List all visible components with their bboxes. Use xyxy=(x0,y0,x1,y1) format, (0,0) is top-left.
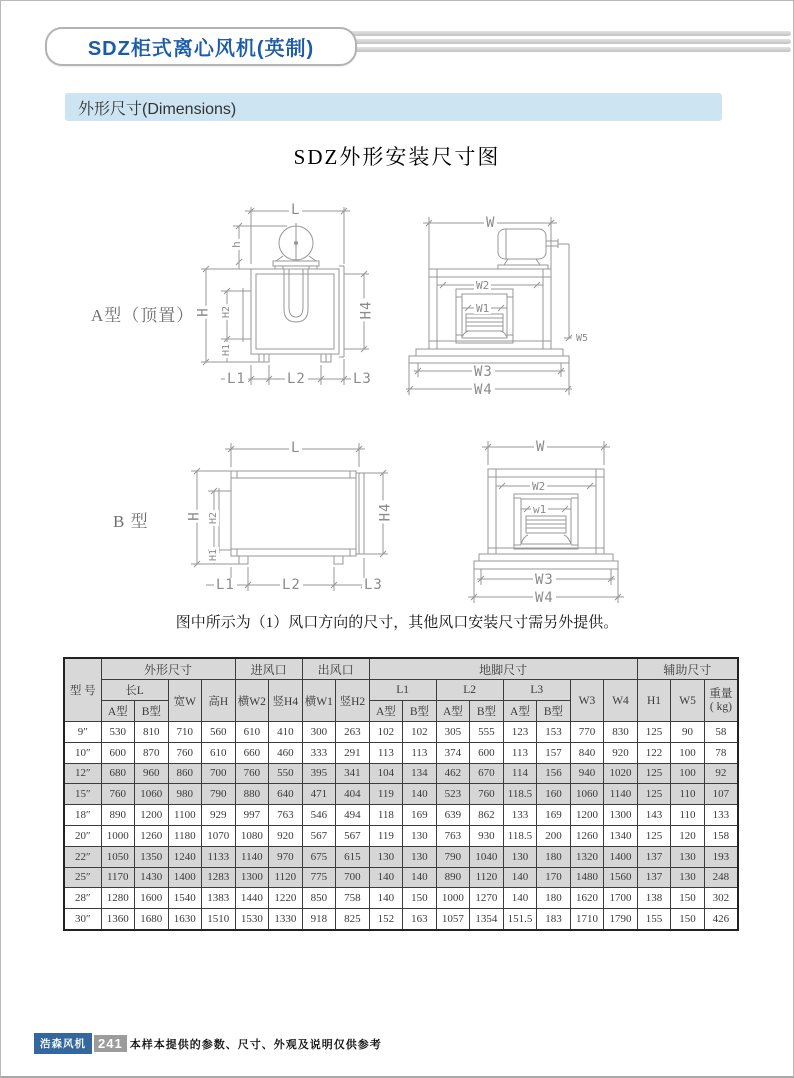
footer-brand-badge: 浩森风机 xyxy=(34,1033,92,1054)
model-cell: 10″ xyxy=(64,742,101,763)
dim-label-L: L xyxy=(291,440,301,456)
value-cell: 1260 xyxy=(135,825,169,846)
col-header-inlet-h: 竖H4 xyxy=(269,680,303,722)
dim-label-W4: W4 xyxy=(535,590,554,606)
table-row xyxy=(64,846,738,867)
diagram-note: 图中所示为（1）风口方向的尺寸，其他风口安装尺寸需另外提供。 xyxy=(175,615,619,631)
value-cell: 140 xyxy=(503,888,537,909)
value-cell: 760 xyxy=(101,784,135,805)
col-group-outlet: 出风口 xyxy=(302,658,369,680)
value-cell: 790 xyxy=(202,784,236,805)
dim-label-L: L xyxy=(291,202,301,218)
value-cell: 758 xyxy=(336,888,370,909)
value-cell: 156 xyxy=(537,763,571,784)
value-cell: 1057 xyxy=(436,909,470,930)
subcol-type-a: A型 xyxy=(503,701,537,722)
value-cell: 700 xyxy=(202,763,236,784)
value-cell: 1680 xyxy=(135,909,169,930)
value-cell: 113 xyxy=(369,742,403,763)
value-cell: 107 xyxy=(704,784,738,805)
dim-label-H4: H4 xyxy=(358,300,375,320)
value-cell: 1530 xyxy=(235,909,269,930)
col-header-height: 高H xyxy=(202,680,236,722)
value-cell: 763 xyxy=(269,805,303,826)
section-title: 外形尺寸(Dimensions) xyxy=(78,100,237,118)
value-cell: 940 xyxy=(570,763,604,784)
value-cell: 1050 xyxy=(101,846,135,867)
dim-label-L3: L3 xyxy=(353,371,372,387)
weight-label: 重量 xyxy=(709,687,733,700)
value-cell: 471 xyxy=(302,784,336,805)
value-cell: 980 xyxy=(168,784,202,805)
value-cell: 1540 xyxy=(168,888,202,909)
value-cell: 615 xyxy=(336,846,370,867)
value-cell: 890 xyxy=(436,867,470,888)
model-cell: 18″ xyxy=(64,805,101,826)
model-cell: 30″ xyxy=(64,909,101,930)
dim-label-L3: L3 xyxy=(364,577,383,593)
dim-label-h: h xyxy=(229,241,243,248)
value-cell: 305 xyxy=(436,722,470,743)
value-cell: 1240 xyxy=(168,846,202,867)
value-cell: 860 xyxy=(168,763,202,784)
diagram-title: SDZ外形安装尺寸图 xyxy=(293,145,501,169)
value-cell: 102 xyxy=(369,722,403,743)
subcol-type-a: A型 xyxy=(101,701,135,722)
value-cell: 1133 xyxy=(202,846,236,867)
value-cell: 134 xyxy=(403,763,437,784)
col-group-aux: 辅助尺寸 xyxy=(637,658,738,680)
value-cell: 169 xyxy=(537,805,571,826)
value-cell: 1480 xyxy=(570,867,604,888)
value-cell: 1280 xyxy=(101,888,135,909)
value-cell: 1510 xyxy=(202,909,236,930)
table-row xyxy=(64,825,738,846)
value-cell: 410 xyxy=(269,722,303,743)
value-cell: 546 xyxy=(302,805,336,826)
col-header-width: 宽W xyxy=(168,680,202,722)
dim-label-H: H xyxy=(195,307,212,317)
value-cell: 170 xyxy=(537,867,571,888)
type-a-label: A型（顶置） xyxy=(91,306,195,325)
model-cell: 15″ xyxy=(64,784,101,805)
value-cell: 404 xyxy=(336,784,370,805)
value-cell: 670 xyxy=(470,763,504,784)
subcol-type-b: B型 xyxy=(537,701,571,722)
value-cell: 123 xyxy=(503,722,537,743)
value-cell: 1630 xyxy=(168,909,202,930)
value-cell: 1000 xyxy=(436,888,470,909)
value-cell: 1340 xyxy=(604,825,638,846)
value-cell: 639 xyxy=(436,805,470,826)
value-cell: 153 xyxy=(537,722,571,743)
value-cell: 119 xyxy=(369,825,403,846)
value-cell: 567 xyxy=(336,825,370,846)
value-cell: 151.5 xyxy=(503,909,537,930)
dim-label-H2: H2 xyxy=(221,305,233,319)
value-cell: 333 xyxy=(302,742,336,763)
value-cell: 158 xyxy=(704,825,738,846)
header-stripe xyxy=(341,47,791,52)
value-cell: 550 xyxy=(269,763,303,784)
value-cell: 930 xyxy=(470,825,504,846)
value-cell: 130 xyxy=(369,846,403,867)
value-cell: 775 xyxy=(302,867,336,888)
value-cell: 426 xyxy=(704,909,738,930)
dim-label-W3: W3 xyxy=(474,364,493,380)
value-cell: 1270 xyxy=(470,888,504,909)
value-cell: 1100 xyxy=(168,805,202,826)
value-cell: 113 xyxy=(403,742,437,763)
dim-label-W: W xyxy=(536,439,546,455)
dim-label-W3: W3 xyxy=(535,572,554,588)
value-cell: 90 xyxy=(671,722,705,743)
value-cell: 970 xyxy=(269,846,303,867)
type-b-side-view-svg xyxy=(441,433,696,608)
subcol-type-b: B型 xyxy=(470,701,504,722)
value-cell: 152 xyxy=(369,909,403,930)
value-cell: 122 xyxy=(637,742,671,763)
type-a-front-view-svg xyxy=(161,199,391,399)
dim-label-L2: L2 xyxy=(282,577,301,593)
page-footer xyxy=(34,1033,382,1054)
dim-label-H1: H1 xyxy=(208,548,220,562)
brand-title: SDZ柜式离心风机(英制) xyxy=(87,38,315,60)
value-cell: 291 xyxy=(336,742,370,763)
col-group-foot: 地脚尺寸 xyxy=(369,658,637,680)
value-cell: 1060 xyxy=(135,784,169,805)
value-cell: 200 xyxy=(537,825,571,846)
value-cell: 1020 xyxy=(604,763,638,784)
value-cell: 1440 xyxy=(235,888,269,909)
value-cell: 114 xyxy=(503,763,537,784)
value-cell: 157 xyxy=(537,742,571,763)
value-cell: 155 xyxy=(637,909,671,930)
value-cell: 567 xyxy=(302,825,336,846)
col-group-inlet: 进风口 xyxy=(235,658,302,680)
section-bar xyxy=(65,93,722,121)
model-cell: 28″ xyxy=(64,888,101,909)
value-cell: 180 xyxy=(537,846,571,867)
value-cell: 263 xyxy=(336,722,370,743)
value-cell: 130 xyxy=(403,846,437,867)
model-cell: 25″ xyxy=(64,867,101,888)
header-stripe xyxy=(341,31,791,36)
dim-label-L2: L2 xyxy=(287,371,306,387)
value-cell: 118.5 xyxy=(503,784,537,805)
value-cell: 137 xyxy=(637,846,671,867)
value-cell: 1200 xyxy=(570,805,604,826)
col-header-l2: L2 xyxy=(436,680,503,701)
value-cell: 523 xyxy=(436,784,470,805)
value-cell: 660 xyxy=(235,742,269,763)
value-cell: 560 xyxy=(202,722,236,743)
footer-disclaimer: 本样本提供的参数、尺寸、外观及说明仅供参考 xyxy=(129,1038,382,1051)
value-cell: 160 xyxy=(537,784,571,805)
value-cell: 125 xyxy=(637,763,671,784)
table-row xyxy=(64,888,738,909)
value-cell: 1350 xyxy=(135,846,169,867)
col-group-outline: 外形尺寸 xyxy=(101,658,235,680)
value-cell: 830 xyxy=(604,722,638,743)
value-cell: 120 xyxy=(671,825,705,846)
value-cell: 680 xyxy=(101,763,135,784)
value-cell: 137 xyxy=(637,867,671,888)
value-cell: 1070 xyxy=(202,825,236,846)
value-cell: 1400 xyxy=(604,846,638,867)
value-cell: 700 xyxy=(336,867,370,888)
value-cell: 125 xyxy=(637,784,671,805)
value-cell: 150 xyxy=(671,888,705,909)
value-cell: 530 xyxy=(101,722,135,743)
value-cell: 810 xyxy=(135,722,169,743)
dim-label-H1: H1 xyxy=(221,343,233,357)
value-cell: 760 xyxy=(235,763,269,784)
value-cell: 100 xyxy=(671,742,705,763)
type-a-side-view-svg xyxy=(406,201,696,401)
value-cell: 1140 xyxy=(235,846,269,867)
dim-label-W1: W1 xyxy=(476,302,490,315)
value-cell: 840 xyxy=(570,742,604,763)
value-cell: 1560 xyxy=(604,867,638,888)
value-cell: 1790 xyxy=(604,909,638,930)
value-cell: 890 xyxy=(101,805,135,826)
value-cell: 1200 xyxy=(135,805,169,826)
value-cell: 138 xyxy=(637,888,671,909)
value-cell: 1710 xyxy=(570,909,604,930)
value-cell: 1000 xyxy=(101,825,135,846)
value-cell: 1180 xyxy=(168,825,202,846)
value-cell: 997 xyxy=(235,805,269,826)
value-cell: 183 xyxy=(537,909,571,930)
value-cell: 193 xyxy=(704,846,738,867)
value-cell: 133 xyxy=(503,805,537,826)
value-cell: 825 xyxy=(336,909,370,930)
subcol-type-a: A型 xyxy=(436,701,470,722)
value-cell: 600 xyxy=(101,742,135,763)
value-cell: 1140 xyxy=(604,784,638,805)
value-cell: 118 xyxy=(369,805,403,826)
value-cell: 130 xyxy=(503,846,537,867)
value-cell: 113 xyxy=(503,742,537,763)
value-cell: 1320 xyxy=(570,846,604,867)
value-cell: 1700 xyxy=(604,888,638,909)
value-cell: 610 xyxy=(202,742,236,763)
col-header-l3: L3 xyxy=(503,680,570,701)
value-cell: 640 xyxy=(269,784,303,805)
dim-label-H4: H4 xyxy=(377,502,394,522)
value-cell: 143 xyxy=(637,805,671,826)
table-row xyxy=(64,722,738,743)
dim-label-H: H xyxy=(186,511,203,521)
dim-label-W5: W5 xyxy=(576,333,589,344)
value-cell: 169 xyxy=(403,805,437,826)
value-cell: 140 xyxy=(403,867,437,888)
type-b-side-view-drawing xyxy=(441,433,696,608)
value-cell: 78 xyxy=(704,742,738,763)
col-header-w3: W3 xyxy=(570,680,604,722)
value-cell: 119 xyxy=(369,784,403,805)
value-cell: 850 xyxy=(302,888,336,909)
value-cell: 1300 xyxy=(235,867,269,888)
value-cell: 862 xyxy=(470,805,504,826)
value-cell: 790 xyxy=(436,846,470,867)
type-b-front-view-drawing xyxy=(176,433,406,608)
table-row xyxy=(64,763,738,784)
header-stripe xyxy=(341,39,791,44)
col-header-outlet-h: 竖H2 xyxy=(336,680,370,722)
value-cell: 130 xyxy=(671,846,705,867)
value-cell: 125 xyxy=(637,825,671,846)
value-cell: 494 xyxy=(336,805,370,826)
value-cell: 130 xyxy=(403,825,437,846)
value-cell: 1060 xyxy=(570,784,604,805)
value-cell: 1220 xyxy=(269,888,303,909)
subcol-type-b: B型 xyxy=(135,701,169,722)
value-cell: 140 xyxy=(369,867,403,888)
value-cell: 1170 xyxy=(101,867,135,888)
table-row xyxy=(64,909,738,930)
table-row xyxy=(64,867,738,888)
col-header-w5: W5 xyxy=(671,680,705,722)
value-cell: 180 xyxy=(537,888,571,909)
weight-unit-label: ( kg) xyxy=(709,700,732,713)
dimension-table-head xyxy=(64,658,738,722)
col-header-inlet-w: 横W2 xyxy=(235,680,269,722)
value-cell: 140 xyxy=(503,867,537,888)
dimension-table xyxy=(63,657,739,931)
value-cell: 960 xyxy=(135,763,169,784)
dim-label-W2: W2 xyxy=(476,279,490,292)
value-cell: 1300 xyxy=(604,805,638,826)
col-header-l1: L1 xyxy=(369,680,436,701)
value-cell: 1260 xyxy=(570,825,604,846)
dim-label-W: W xyxy=(486,215,496,231)
value-cell: 118.5 xyxy=(503,825,537,846)
footer-page-number: 241 xyxy=(94,1035,127,1052)
value-cell: 374 xyxy=(436,742,470,763)
col-header-outlet-w: 横W1 xyxy=(302,680,336,722)
value-cell: 600 xyxy=(470,742,504,763)
col-header-length: 长L xyxy=(101,680,168,701)
value-cell: 102 xyxy=(403,722,437,743)
value-cell: 462 xyxy=(436,763,470,784)
value-cell: 1330 xyxy=(269,909,303,930)
subcol-type-a: A型 xyxy=(369,701,403,722)
value-cell: 130 xyxy=(671,867,705,888)
value-cell: 1080 xyxy=(235,825,269,846)
col-header-weight xyxy=(704,680,738,722)
value-cell: 1383 xyxy=(202,888,236,909)
value-cell: 1600 xyxy=(135,888,169,909)
col-header-h1: H1 xyxy=(637,680,671,722)
table-row xyxy=(64,805,738,826)
model-cell: 20″ xyxy=(64,825,101,846)
value-cell: 133 xyxy=(704,805,738,826)
value-cell: 920 xyxy=(269,825,303,846)
value-cell: 760 xyxy=(168,742,202,763)
value-cell: 150 xyxy=(403,888,437,909)
value-cell: 460 xyxy=(269,742,303,763)
value-cell: 125 xyxy=(637,722,671,743)
model-cell: 9″ xyxy=(64,722,101,743)
value-cell: 104 xyxy=(369,763,403,784)
col-header-model: 型 号 xyxy=(64,658,101,722)
value-cell: 1400 xyxy=(168,867,202,888)
value-cell: 110 xyxy=(671,784,705,805)
value-cell: 248 xyxy=(704,867,738,888)
brand-title-box xyxy=(45,27,357,66)
value-cell: 1120 xyxy=(269,867,303,888)
value-cell: 1620 xyxy=(570,888,604,909)
value-cell: 300 xyxy=(302,722,336,743)
table-row xyxy=(64,742,738,763)
type-a-side-view-drawing xyxy=(406,201,696,401)
value-cell: 710 xyxy=(168,722,202,743)
type-b-label: B 型 xyxy=(113,512,149,531)
value-cell: 763 xyxy=(436,825,470,846)
value-cell: 58 xyxy=(704,722,738,743)
value-cell: 163 xyxy=(403,909,437,930)
col-header-w4: W4 xyxy=(604,680,638,722)
model-cell: 12″ xyxy=(64,763,101,784)
value-cell: 100 xyxy=(671,763,705,784)
value-cell: 1360 xyxy=(101,909,135,930)
value-cell: 770 xyxy=(570,722,604,743)
value-cell: 302 xyxy=(704,888,738,909)
value-cell: 110 xyxy=(671,805,705,826)
value-cell: 870 xyxy=(135,742,169,763)
dim-label-W4: W4 xyxy=(474,382,493,398)
dim-label-w1: w1 xyxy=(533,503,547,516)
value-cell: 1354 xyxy=(470,909,504,930)
value-cell: 150 xyxy=(671,909,705,930)
subcol-type-b: B型 xyxy=(403,701,437,722)
dim-label-L1: L1 xyxy=(227,371,246,387)
model-cell: 22″ xyxy=(64,846,101,867)
value-cell: 92 xyxy=(704,763,738,784)
dim-label-W2: W2 xyxy=(532,480,546,493)
value-cell: 1040 xyxy=(470,846,504,867)
value-cell: 341 xyxy=(336,763,370,784)
value-cell: 929 xyxy=(202,805,236,826)
dim-label-H2: H2 xyxy=(208,511,220,525)
value-cell: 555 xyxy=(470,722,504,743)
dim-label-L1: L1 xyxy=(216,577,235,593)
value-cell: 1283 xyxy=(202,867,236,888)
value-cell: 140 xyxy=(403,784,437,805)
value-cell: 918 xyxy=(302,909,336,930)
table-row xyxy=(64,784,738,805)
value-cell: 140 xyxy=(369,888,403,909)
type-a-front-view-drawing xyxy=(161,199,391,399)
value-cell: 1430 xyxy=(135,867,169,888)
value-cell: 880 xyxy=(235,784,269,805)
dimension-table-body xyxy=(64,722,738,930)
value-cell: 760 xyxy=(470,784,504,805)
value-cell: 675 xyxy=(302,846,336,867)
value-cell: 395 xyxy=(302,763,336,784)
value-cell: 610 xyxy=(235,722,269,743)
value-cell: 920 xyxy=(604,742,638,763)
value-cell: 1120 xyxy=(470,867,504,888)
